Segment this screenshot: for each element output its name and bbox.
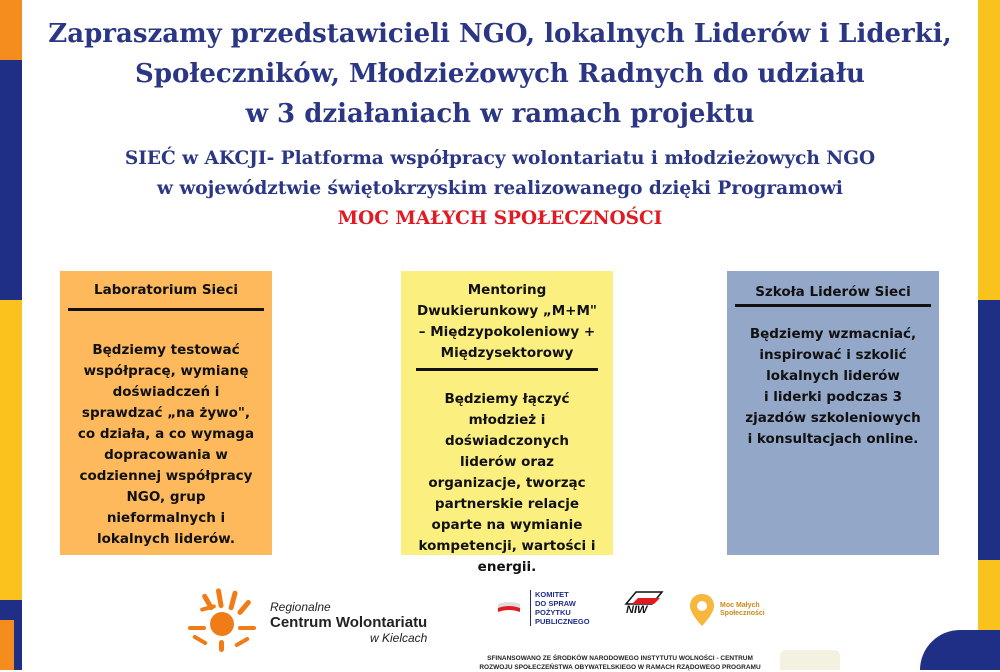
- page-title: [30, 14, 970, 134]
- card-mentoring: [401, 271, 613, 575]
- card-text-line: Będziemy testować: [92, 342, 240, 358]
- card-text-line: energii.: [477, 559, 537, 575]
- card-heading-line: Dwukierunkowy „M+M": [417, 303, 597, 319]
- rcw-logo-line: Regionalne: [270, 600, 331, 614]
- program-name: MOC MAŁYCH SPOŁECZNOŚCI: [337, 208, 663, 229]
- card-text-line: co działa, a co wymaga: [77, 426, 255, 442]
- title-line: w 3 działaniach w ramach projektu: [245, 99, 755, 129]
- card-divider: [68, 308, 264, 311]
- card-heading-line: Mentoring: [467, 282, 547, 298]
- card-text-line: współpracę, wymianę: [83, 363, 249, 379]
- card-text-line: codziennej współpracy: [79, 468, 253, 484]
- card-text-line: Będziemy łączyć: [444, 391, 570, 407]
- rcw-logo-line: Centrum Wolontariatu: [270, 614, 428, 631]
- card-divider: [735, 304, 931, 307]
- card-description: [76, 340, 256, 550]
- moc-pin-icon: [688, 592, 716, 628]
- moc-logo-line: Moc Małych: [720, 602, 760, 609]
- card-text-line: liderów oraz: [459, 454, 555, 470]
- niw-logo-text: NIW: [626, 604, 648, 616]
- card-text-line: partnerskie relacje: [434, 496, 580, 512]
- frame-decoration-bottom-right-blue: [920, 630, 1000, 670]
- komitet-logo-line: KOMITET: [535, 590, 569, 599]
- komitet-logo-line: PUBLICZNEGO: [535, 617, 590, 626]
- card-text-line: inspirować i szkolić: [759, 347, 907, 363]
- moc-logo-text: [720, 602, 765, 618]
- niw-logo: [620, 588, 670, 628]
- card-text-line: lokalnych liderów: [766, 368, 900, 384]
- moc-logo-line: Społeczności: [720, 610, 765, 617]
- card-text-line: oparte na wymianie: [431, 517, 583, 533]
- card-text-line: doświadczeń i: [112, 384, 220, 400]
- project-subtitle: [30, 144, 970, 204]
- card-heading-line: Szkoła Liderów Sieci: [755, 284, 911, 300]
- funding-note: [470, 654, 770, 672]
- komitet-logo: [494, 590, 604, 630]
- card-text-line: lokalnych liderów.: [96, 531, 236, 547]
- card-text-line: doświadczonych: [444, 433, 569, 449]
- card-heading: [727, 282, 939, 303]
- frame-decoration-bottom-cream: [780, 650, 840, 670]
- card-heading-line: Laboratorium Sieci: [94, 282, 238, 298]
- card-text-line: nieformalnych i: [106, 510, 226, 526]
- funding-line: SFINANSOWANO ZE ŚRODKÓW NARODOWEGO INSTYTUTU WOLNOŚCI - CENTRUM: [487, 655, 753, 662]
- card-divider: [416, 368, 598, 371]
- frame-decoration-right-yellow: [978, 0, 1000, 300]
- card-text-line: kompetencji, wartości i: [418, 538, 596, 554]
- komitet-logo-text: [530, 590, 590, 626]
- card-laboratorium-sieci: [60, 271, 272, 555]
- subtitle-line: SIEĆ w AKCJI- Platforma współpracy wolontariatu i młodzieżowych NGO: [124, 148, 876, 169]
- frame-decoration-left-orange: [0, 0, 22, 60]
- frame-decoration-bottom-left-orange: [0, 620, 14, 670]
- card-text-line: organizacje, tworząc: [428, 475, 586, 491]
- card-text-line: Będziemy wzmacniać,: [749, 326, 917, 342]
- rcw-logo-line: w Kielcach: [370, 631, 428, 645]
- card-text-line: i konsultacjach online.: [747, 431, 919, 447]
- card-heading: [401, 280, 613, 364]
- card-heading: [60, 280, 272, 301]
- card-heading-line: – Międzypokoleniowy +: [418, 324, 596, 340]
- polish-flag-icon: [498, 600, 520, 614]
- sun-hand-icon: [182, 582, 262, 652]
- rcw-logo: [182, 582, 442, 652]
- card-heading-line: Międzysektorowy: [440, 345, 574, 361]
- funding-line: ROZWOJU SPOŁECZEŃSTWA OBYWATELSKIEGO W RAMACH RZĄDOWEGO PROGRAMU: [479, 664, 761, 671]
- moc-logo: [688, 588, 768, 633]
- title-line: Społeczników, Młodzieżowych Radnych do udziału: [135, 59, 865, 89]
- frame-decoration-right-blue: [978, 300, 1000, 560]
- header: [30, 14, 970, 234]
- card-text-line: sprawdzać „na żywo",: [81, 405, 251, 421]
- title-line: Zapraszamy przedstawicieli NGO, lokalnych Liderów i Liderki,: [48, 19, 952, 49]
- card-szkola-liderow: [727, 271, 939, 555]
- card-text-line: zjazdów szkoleniowych: [745, 410, 921, 426]
- subtitle-line: w województwie świętokrzyskim realizowanego dzięki Programowi: [157, 178, 843, 199]
- card-text-line: i liderki podczas 3: [763, 389, 903, 405]
- card-text-line: młodzież i: [468, 412, 546, 428]
- komitet-logo-line: DO SPRAW: [535, 599, 576, 608]
- card-description: [417, 389, 597, 578]
- frame-decoration-left-yellow: [0, 300, 22, 600]
- card-text-line: NGO, grup: [126, 489, 206, 505]
- rcw-logo-text: [270, 600, 427, 645]
- card-description: [738, 324, 928, 450]
- komitet-logo-line: POŻYTKU: [535, 608, 571, 617]
- card-text-line: dopracowania w: [104, 447, 228, 463]
